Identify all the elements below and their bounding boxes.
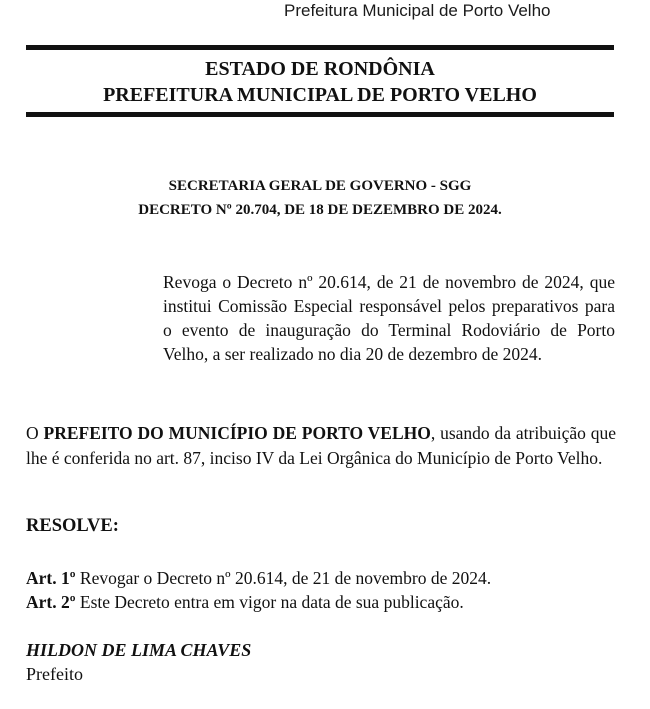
preamble-prefix: O xyxy=(26,423,44,443)
preamble-paragraph xyxy=(26,421,616,471)
preamble-authority: PREFEITO DO MUNICÍPIO DE PORTO VELHO xyxy=(43,423,431,443)
article-1-label: Art. 1º xyxy=(26,568,76,588)
preamble-rest: , usando da atribuição que lhe é conferida no art. 87, inciso IV da Lei Orgânica do Município de Porto Velho. xyxy=(26,423,616,468)
signer-role: Prefeito xyxy=(26,664,83,684)
decree-heading-block xyxy=(26,174,614,222)
articles-list xyxy=(26,566,616,614)
header-top-rule xyxy=(26,45,614,50)
decree-summary: Revoga o Decreto nº 20.614, de 21 de novembro de 2024, que institui Comissão Especial responsável pelos preparativos para o evento de inauguração do Terminal Rodoviário de Porto Velho, a ser realizado no dia 20 de dezembro de 2024. xyxy=(163,272,615,364)
resolve-heading: RESOLVE: xyxy=(26,516,119,536)
state-heading-block xyxy=(26,56,614,108)
secretariat-name: SECRETARIA GERAL DE GOVERNO - SGG xyxy=(168,178,472,194)
article-2-text: Este Decreto entra em vigor na data de sua publicação. xyxy=(75,592,464,612)
decree-number: DECRETO Nº 20.704, DE 18 DE DEZEMBRO DE 2024. xyxy=(138,202,502,218)
header-bottom-rule xyxy=(26,112,614,117)
city-hall-name: PREFEITURA MUNICIPAL DE PORTO VELHO xyxy=(103,84,537,106)
signature-block xyxy=(26,638,251,686)
article-1-text: Revogar o Decreto nº 20.614, de 21 de novembro de 2024. xyxy=(75,568,492,588)
article-2-label: Art. 2º xyxy=(26,592,76,612)
signer-name: HILDON DE LIMA CHAVES xyxy=(26,640,252,660)
article-1 xyxy=(26,566,616,590)
state-name: ESTADO DE RONDÔNIA xyxy=(205,58,435,80)
article-2 xyxy=(26,590,616,614)
page-header-text: Prefeitura Municipal de Porto Velho xyxy=(284,1,551,20)
